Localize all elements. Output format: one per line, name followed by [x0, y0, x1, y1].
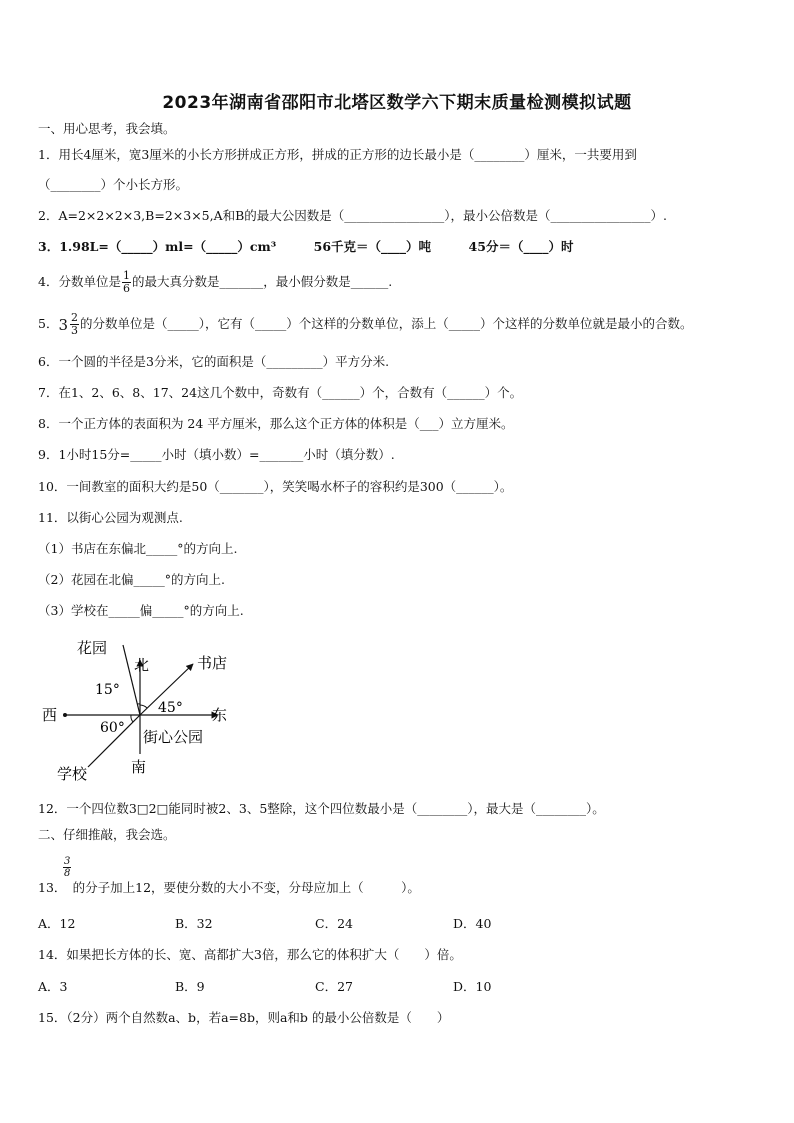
option-13-b: B．32	[175, 916, 213, 931]
mixed-fraction	[70, 312, 79, 337]
label-west: 西	[42, 706, 58, 724]
question-8: 8．一个正方体的表面积为 24 平方厘米，那么这个正方体的体积是（___）立方厘米。	[38, 416, 514, 431]
direction-diagram	[40, 636, 260, 786]
question-14: 14．如果把长方体的长、宽、高都扩大3倍，那么它的体积扩大（ ）倍。	[38, 947, 462, 962]
question-3: 3．1.98L=（_____）ml=（_____）cm³ 56千克＝（____）吨 45分＝（____）时	[38, 239, 574, 254]
question-6: 6．一个圆的半径是3分米，它的面积是（_________）平方分米.	[38, 354, 390, 369]
fraction-numerator: 1	[122, 269, 130, 282]
label-angle-15: 15°	[95, 682, 120, 698]
question-1-line-2: （________）个小长方形。	[38, 177, 189, 192]
fraction-three-eighths	[63, 856, 71, 879]
option-14-c: C．27	[315, 979, 353, 994]
option-13-d: D．40	[453, 916, 492, 931]
question-7: 7．在1、2、6、8、17、24这几个数中，奇数有（______）个，合数有（______）个。	[38, 385, 523, 400]
fraction-one-sixth	[122, 270, 131, 295]
label-angle-60: 60°	[100, 720, 125, 736]
question-1-line-1: 1．用长4厘米，宽3厘米的小长方形拼成正方形，拼成的正方形的边长最小是（________）厘米，一共要用到	[38, 147, 637, 162]
question-5-suffix: 的分数单位是（_____），它有（_____）个这样的分数单位，添上（_____）个这样的分数单位就是最小的合数。	[80, 316, 693, 331]
fraction-denominator: 6	[122, 282, 130, 295]
question-4-suffix: 的最大真分数是_______，最小假分数是______.	[131, 274, 393, 289]
angle-45-arc	[140, 705, 147, 708]
fraction-denominator: 3	[71, 324, 78, 337]
fraction-denominator: 8	[64, 868, 71, 879]
question-11-part-2: （2）花园在北偏_____°的方向上.	[38, 572, 225, 587]
label-angle-45: 45°	[158, 700, 183, 716]
angle-60-arc	[131, 715, 133, 722]
option-13-a: A．12	[38, 916, 76, 931]
label-east: 东	[212, 706, 228, 724]
question-11-part-1: （1）书店在东偏北_____°的方向上.	[38, 541, 238, 556]
section-2-heading: 二、仔细推敲，我会选。	[38, 827, 176, 842]
question-5	[38, 312, 693, 337]
label-bookstore: 书店	[197, 654, 228, 672]
question-12: 12．一个四位数3□2□能同时被2、3、5整除，这个四位数最小是（________），最大是（________）。	[38, 801, 605, 816]
question-11-part-3: （3）学校在_____偏_____°的方向上.	[38, 603, 244, 618]
label-garden: 花园	[77, 639, 108, 657]
label-north: 北	[134, 656, 150, 674]
label-south: 南	[131, 758, 147, 776]
option-14-d: D．10	[453, 979, 492, 994]
question-11: 11．以街心公园为观测点.	[38, 510, 183, 525]
label-school: 学校	[57, 765, 88, 783]
question-4-prefix: 4．分数单位是	[38, 274, 121, 289]
fraction-numerator: 3	[64, 856, 71, 867]
question-2: 2．A=2×2×2×3,B=2×3×5,A和B的最大公因数是（________________），最小公倍数是（________________）.	[38, 208, 668, 223]
question-15: 15．（2分）两个自然数a、b，若a=8b，则a和b 的最小公倍数是（ ）	[38, 1010, 450, 1025]
fraction-numerator: 2	[71, 311, 78, 324]
question-10: 10．一间教室的面积大约是50（_______），笑笑喝水杯子的容积约是300（______）。	[38, 479, 513, 494]
west-point	[63, 713, 67, 717]
question-4	[38, 270, 392, 295]
option-13-c: C．24	[315, 916, 353, 931]
mixed-whole: 3	[58, 315, 68, 334]
question-9: 9．1小时15分=_____小时（填小数）=_______小时（填分数）.	[38, 447, 395, 462]
option-14-b: B．9	[175, 979, 205, 994]
section-1-heading: 一、用心思考，我会填。	[38, 121, 176, 136]
mixed-number	[58, 312, 80, 337]
label-center: 街心公园	[143, 728, 204, 746]
question-13: 13． 的分子加上12，要使分数的大小不变，分母应加上（ ）。	[38, 880, 420, 895]
page-title: 2023年湖南省邵阳市北塔区数学六下期末质量检测模拟试题	[162, 93, 632, 113]
option-14-a: A．3	[38, 979, 68, 994]
question-5-prefix: 5．	[38, 316, 59, 331]
